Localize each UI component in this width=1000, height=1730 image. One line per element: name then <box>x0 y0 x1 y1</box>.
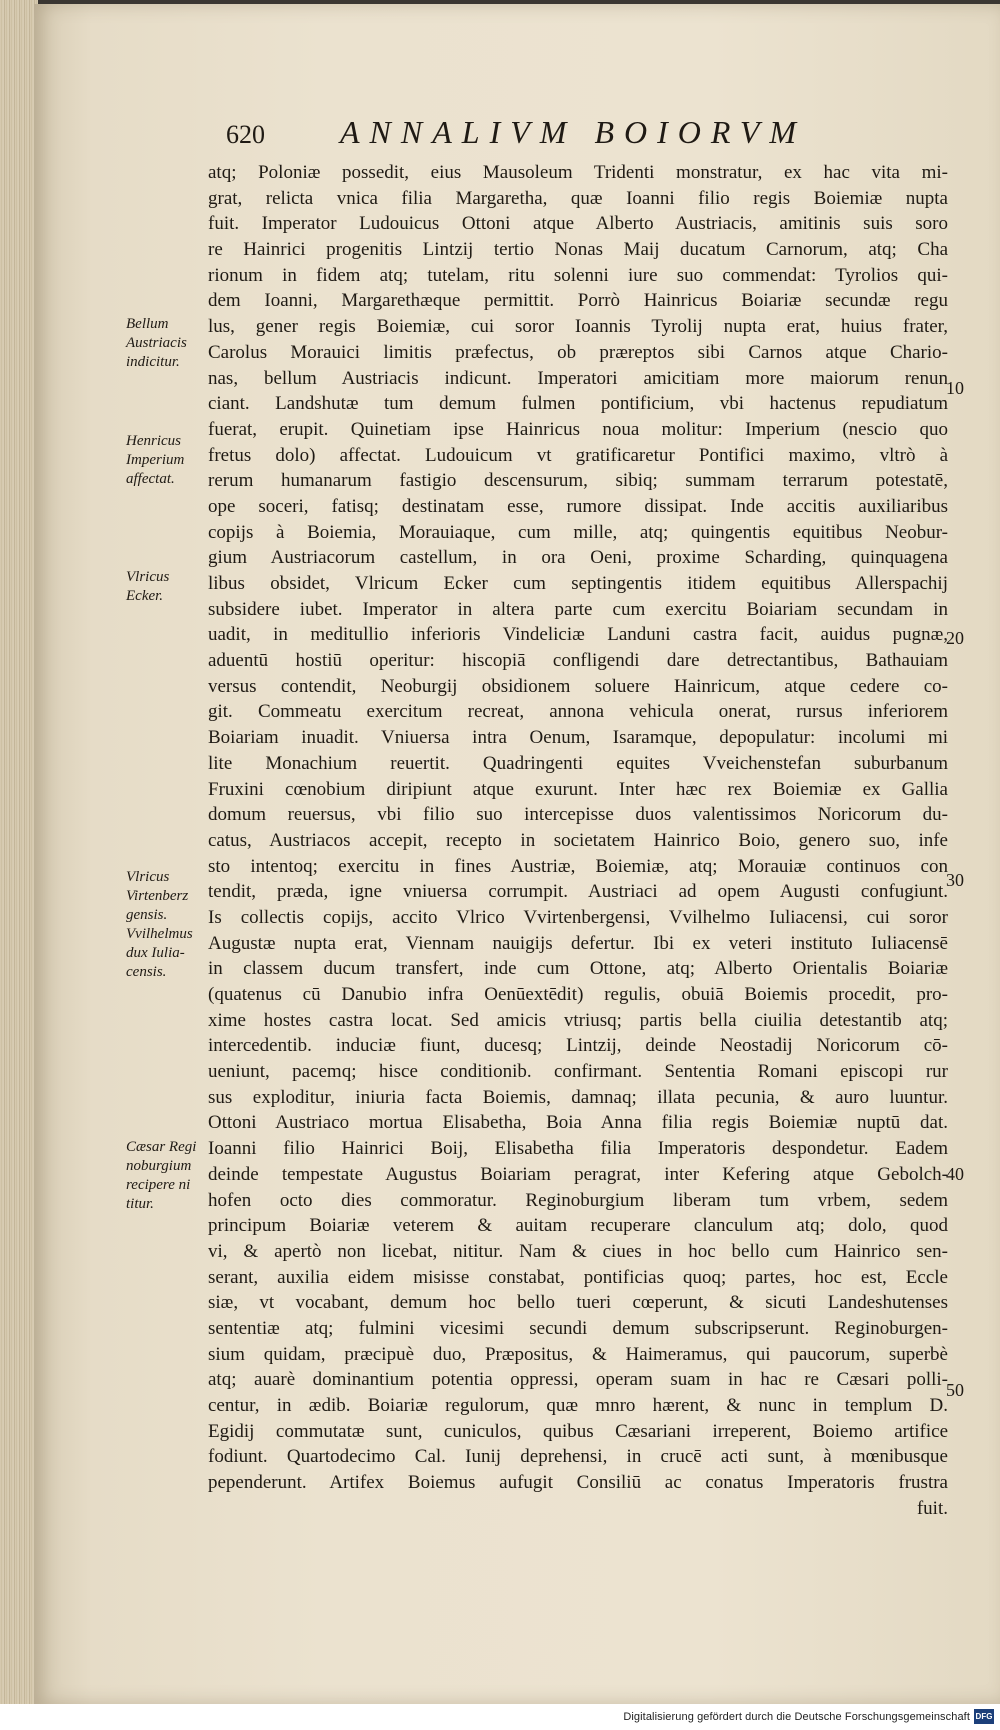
text-line: copijs à Boiemia, Morauiaque, cum mille, atq; quingentis equitibus Neobur- <box>208 521 948 543</box>
text-line: Carolus Morauici limitis præfectus, ob præreptos sibi Carnos atque Chario- <box>208 341 948 363</box>
text-line: fodiunt. Quartodecimo Cal. Iunij deprehensi, in crucē acti sunt, à mœnibusque <box>208 1446 948 1468</box>
text-line: sium quidam, præcipuè duo, Præpositus, & Haimeramus, qui paucorum, superbè <box>208 1343 948 1365</box>
text-line: Is collectis copijs, accito Vlrico Vvirtenbergensi, Vvilhelmo Iuliacensi, cui soror <box>208 906 948 928</box>
margin-note-line: gensis. <box>126 907 168 923</box>
text-line: ope soceri, fatisq; destinatam esse, rumore dissipat. Inde accitis auxiliaribus <box>208 495 948 517</box>
text-line: pependerunt. Artifex Boiemus aufugit Consiliū ac conatus Imperatoris frustra <box>208 1472 948 1494</box>
line-number-30: 30 <box>946 870 964 890</box>
text-line: fretus dolo) affectat. Ludouicum vt gratificaretur Pontifici maximo, vltrò à <box>208 444 948 466</box>
text-line: xime hostes castra locat. Sed amicis vtriusq; partis bella ciuilia detestantib atq; <box>208 1009 948 1031</box>
text-line: git. Commeatu exercitum recreat, annona vehicula onerat, rursus inferiorem <box>208 701 948 723</box>
text-line: deinde tempestate Augustus Boiariam peragrat, inter Kefering atque Gebolch- <box>208 1163 948 1185</box>
text-line: atq; Poloniæ possedit, eius Mausoleum Tridenti monstratur, ex hac vita mi- <box>208 162 948 183</box>
text-line: dem Ioanni, Margarethæque permittit. Porrò Hainricus Boiariæ secundæ regu <box>208 290 948 312</box>
text-line: rionum in fidem atq; tutelam, ritu solenni iure suo commendat: Tyrolios qui- <box>208 264 948 286</box>
text-line: Augustæ nupta erat, Viennam nauigijs defertur. Ibi ex veteri instituto Iuliacensē <box>208 932 948 954</box>
text-line: nas, bellum Austriacis indicunt. Imperatori amicitiam more maiorum renun <box>208 367 948 389</box>
text-line: uadit, in meditullio inferioris Vindeliciæ Landuni castra facit, auidus pugnæ, <box>208 624 948 646</box>
text-line: Boiariam inuadit. Vniuersa intra Oenum, Isaramque, depopulatur: incolumi mi <box>208 727 948 749</box>
text-line: principum Boiariæ veterem & auitam recuperare clanculum atq; dolo, quod <box>208 1215 948 1237</box>
text-line: libus obsidet, Vlricum Ecker cum septingentis itidem equitibus Allerspachij <box>208 573 948 594</box>
line-number-10: 10 <box>946 378 964 398</box>
text-line: rerum humanarum fastigio descensurum, sibiq; summam terrarum potestatē, <box>208 470 948 492</box>
footer-credit: Digitalisierung gefördert durch die Deutsche Forschungsgemeinschaft <box>623 1711 970 1723</box>
text-line: hofen octo dies commoratur. Reginoburgium liberam tum vrbem, sedem <box>208 1189 948 1211</box>
dfg-logo: DFG <box>974 1709 994 1724</box>
text-line: lus, gener regis Boiemiæ, cui soror Ioannis Tyrolij nupta erat, huius frater, <box>208 316 948 338</box>
text-line: sto intentoq; exercitu in fines Austriæ, Boiemiæ, atq; Morauiæ continuos con <box>208 855 948 877</box>
text-line: aduentū hostiū operitur: hiscopiā confligendi dare detrectantibus, Bathauiam <box>208 650 948 672</box>
margin-note-line: dux Iulia- <box>126 945 185 961</box>
margin-note-line: noburgium <box>126 1158 192 1174</box>
margin-note-caesar <box>126 1138 210 1214</box>
text-line: fuit. Imperator Ludouicus Ottoni atque Alberto Austriacis, amitinis suis soro <box>208 213 948 235</box>
margin-note-line: recipere ni <box>126 1177 191 1193</box>
margin-note-line: indicitur. <box>126 354 180 370</box>
body-text <box>208 160 948 1521</box>
book-page-edges <box>0 0 38 1730</box>
text-line: sus exploditur, iniuria facta Boiemis, damnaq; illata pecunia, & auro luuntur. <box>208 1086 948 1108</box>
margin-note-line: Virtenberz <box>126 888 189 904</box>
text-line: fuerat, erupit. Quinetiam ipse Hainricus noua molitur: Imperium (nescio quo <box>208 418 948 440</box>
margin-note-henricus <box>126 432 210 489</box>
text-line: in classem ducum transfert, inde cum Ottone, atq; Alberto Orientalis Boiariæ <box>208 958 948 980</box>
text-line: subsidere iubet. Imperator in altera parte cum exercitu Boiariam secundam in <box>208 598 948 620</box>
text-line: catus, Austriacos accepit, recepto in societatem Hainrico Boio, genero suo, infe <box>208 829 948 851</box>
text-line: centur, in ædib. Boiariæ regulorum, quæ mnro hærent, & nunc in templum D. <box>208 1395 948 1416</box>
text-line: lite Monachium reuertit. Quadringenti equites Vveichenstefan suburbanum <box>208 752 948 774</box>
text-line: versus contendit, Neoburgij obsidionem soluere Hainricum, atque cedere co- <box>208 675 948 697</box>
margin-note-line: Vlricus <box>126 569 170 585</box>
text-line: (quatenus cū Danubio infra Oenūextēdit) regulis, obuiā Boiemis procedit, pro- <box>208 984 948 1005</box>
line-number-50: 50 <box>946 1380 964 1400</box>
text-line: sententiæ atq; fulmini vicesimi secundi demum subscripserunt. Reginoburgen- <box>208 1317 948 1339</box>
text-line: serant, auxilia eidem misisse constabat, pontificias quoq; partes, hoc est, Eccle <box>208 1266 948 1288</box>
line-number-40: 40 <box>946 1164 964 1184</box>
text-line: grat, relicta vnica filia Margaretha, quæ Ioanni filio regis Boiemiæ nupta <box>208 187 948 209</box>
text-line: ueniunt, pacemq; hisce conditionib. confirmant. Sententia Romani episcopi rur <box>208 1061 948 1083</box>
text-line: vi, & apertò non licebat, nititur. Nam & ciues in hoc bello cum Hainrico sen- <box>208 1240 948 1262</box>
margin-note-line: affectat. <box>126 471 175 487</box>
margin-note-line: Vvilhelmus <box>126 926 193 942</box>
text-line: atq; auarè dominantium potentia oppressi, operam suam in hac re Cæsari polli- <box>208 1369 948 1391</box>
margin-note-vlricus-vvilhelmus <box>126 868 210 982</box>
line-number-20: 20 <box>946 628 964 648</box>
text-line: Egidij commutatæ sunt, cuniculos, quibus Cæsariani irreperent, Boiemo artifice <box>208 1420 948 1442</box>
margin-note-line: titur. <box>126 1196 154 1212</box>
margin-note-line: Austriacis <box>126 335 187 351</box>
text-line: Ottoni Austriaco mortua Elisabetha, Boia Anna filia regis Boiemiæ nuptū dat. <box>208 1112 948 1134</box>
margin-note-line: Cæsar Regi <box>126 1139 197 1155</box>
margin-note-bellum <box>126 315 210 372</box>
margin-note-line: Vlricus <box>126 869 170 885</box>
text-line: ciant. Landshutæ tum demum fulmen pontificium, vbi hactenus repudiatum <box>208 393 948 415</box>
text-line: fuit. <box>916 1497 948 1519</box>
margin-note-line: Ecker. <box>126 588 164 604</box>
text-line: Fruxini cœnobium diripiunt atque exurunt. Inter hæc rex Boiemiæ ex Gallia <box>208 778 948 800</box>
running-head: ANNALIVM BOIORVM <box>340 114 807 150</box>
text-line: re Hainrici progenitis Lintzij tertio Nonas Maij ducatum Carnorum, atq; Cha <box>208 239 948 261</box>
margin-note-line: Henricus <box>126 433 181 449</box>
text-line: Ioanni filio Hainrici Boij, Elisabetha filia Imperatoris despondetur. Eadem <box>208 1138 948 1160</box>
text-line: gium Austriacorum castellum, in ora Oeni, proxime Scharding, quinquagena <box>208 547 948 569</box>
page-number: 620 <box>226 120 265 149</box>
text-line: intercedentib. induciæ fiunt, ducesq; Lintzij, deinde Neostadij Noricorum cō- <box>208 1035 948 1057</box>
margin-note-vlricus-ecker <box>126 568 210 606</box>
text-line: siæ, vt vocabant, demum hoc bello tueri cœperunt, & sicuti Landeshutenses <box>208 1292 948 1314</box>
margin-note-line: Bellum <box>126 316 169 332</box>
text-line: tendit, præda, igne vniuersa corrumpit. Austriaci ad opem Augusti confugiunt. <box>208 881 948 903</box>
margin-note-line: Imperium <box>126 452 185 468</box>
text-line: domum reuersus, vbi filio suo intercepisse duos valentissimos Noricorum du- <box>208 804 948 826</box>
margin-note-line: censis. <box>126 964 167 980</box>
